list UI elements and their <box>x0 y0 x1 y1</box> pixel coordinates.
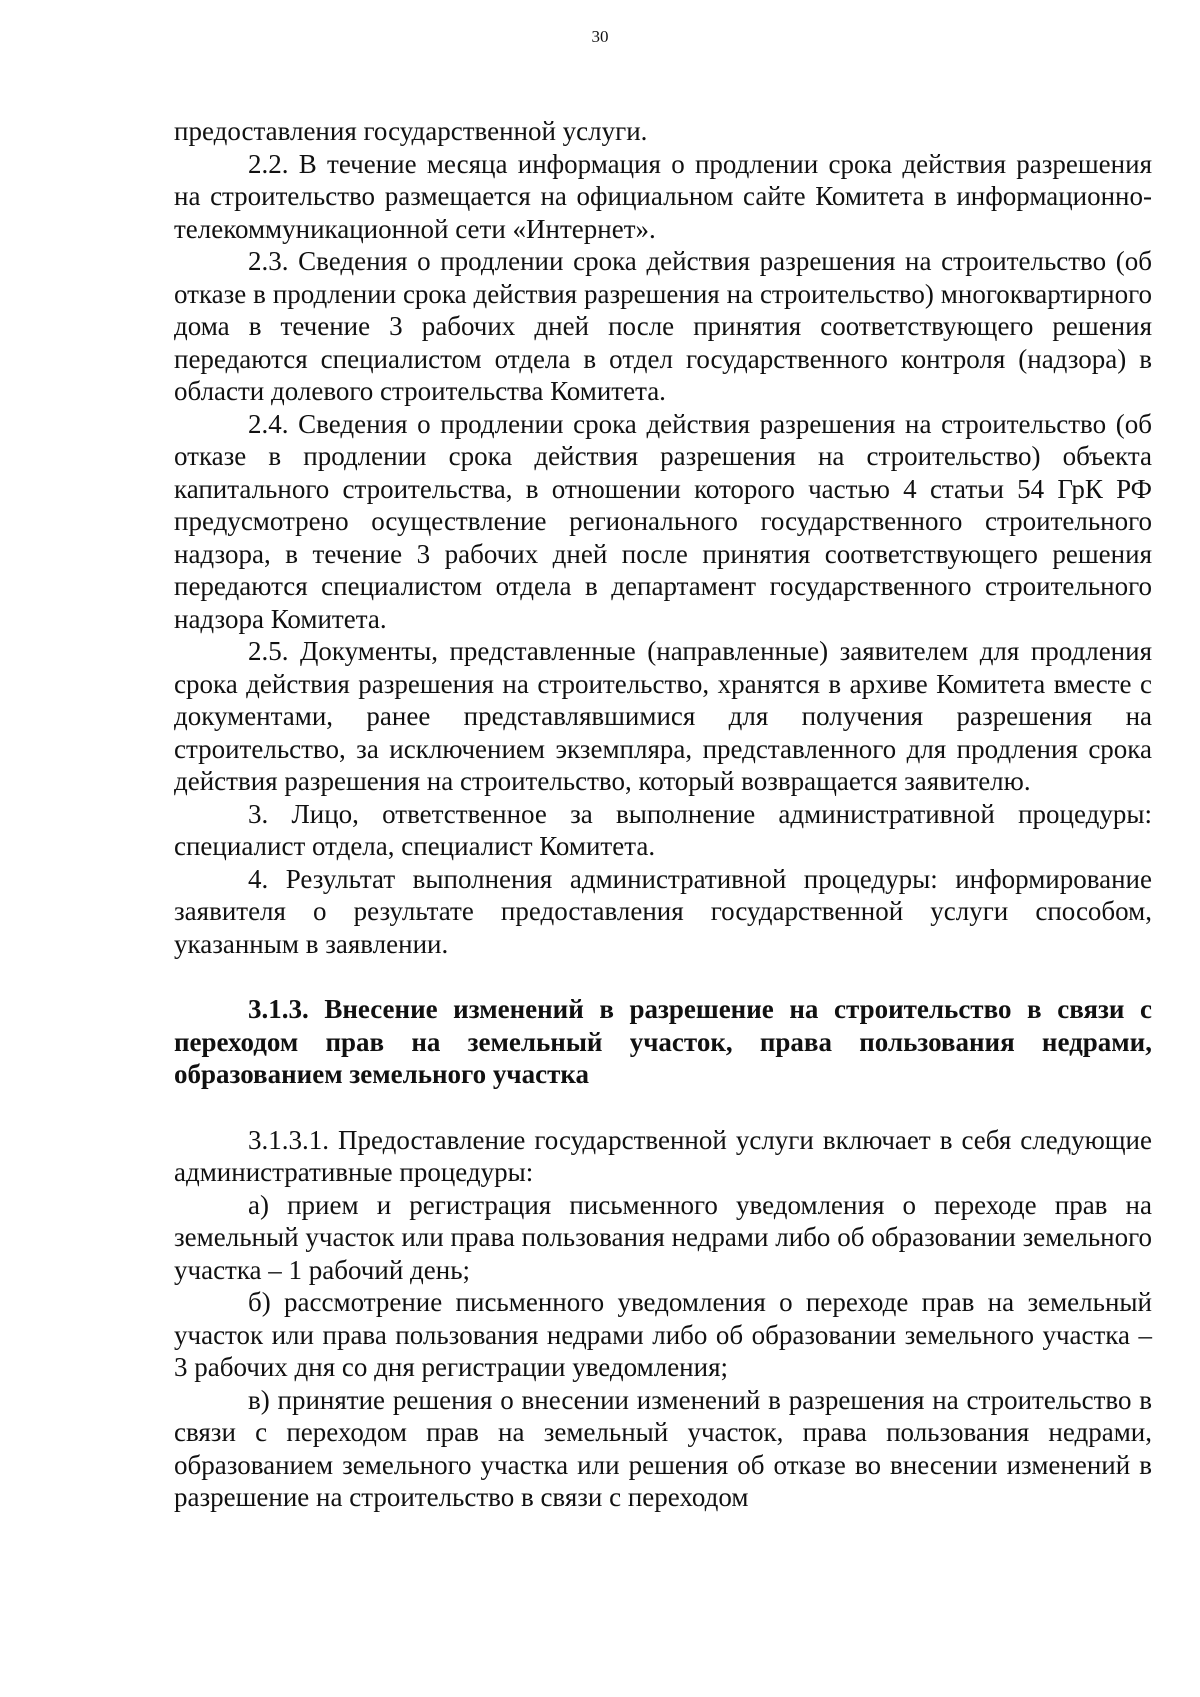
paragraph-continuation: предоставления государственной услуги. <box>174 116 648 146</box>
paragraph-3: 3. Лицо, ответственное за выполнение административной процедуры: специалист отдела, специалист Комитета. <box>174 798 1152 861</box>
list-item-c: в) принятие решения о внесении изменений в разрешения на строительство в связи с переходом прав на земельный участок, права пользования недрами, образованием земельного участка или решения об отказе во внесении изменений в разрешение на строительство в связи с переходом <box>174 1384 1152 1512</box>
document-body <box>174 115 1152 1514</box>
paragraph-3-1-3-1: 3.1.3.1. Предоставление государственной услуги включает в себя следующие административные процедуры: <box>174 1124 1152 1187</box>
page-number: 30 <box>591 27 609 46</box>
list-item-a: а) прием и регистрация письменного уведомления о переходе прав на земельный участок или права пользования недрами либо об образовании земельного участка – 1 рабочий день; <box>174 1189 1152 1285</box>
paragraph-4: 4. Результат выполнения административной процедуры: информирование заявителя о результате предоставления государственной услуги способом, указанным в заявлении. <box>174 863 1152 959</box>
paragraph-2-2: 2.2. В течение месяца информация о продлении срока действия разрешения на строительство размещается на официальном сайте Комитета в информационно-телекоммуникационной сети «Интернет». <box>174 148 1152 244</box>
list-item-b: б) рассмотрение письменного уведомления о переходе прав на земельный участок или права пользования недрами либо об образовании земельного участка – 3 рабочих дня со дня регистрации уведомления; <box>174 1287 1152 1382</box>
section-heading-3-1-3: 3.1.3. Внесение изменений в разрешение на строительство в связи с переходом прав на земельный участок, права пользования недрами, образованием земельного участка <box>174 994 1152 1089</box>
paragraph-2-5: 2.5. Документы, представленные (направленные) заявителем для продления срока действия разрешения на строительство, хранятся в архиве Комитета вместе с документами, ранее представлявшимися для получения разрешения на строительство, за исключением экземпляра, представленного для продления срока действия разрешения на строительство, который возвращается заявителю. <box>174 636 1152 796</box>
paragraph-2-3: 2.3. Сведения о продлении срока действия разрешения на строительство (об отказе в продлении срока действия разрешения на строительство) многоквартирного дома в течение 3 рабочих дней после принятия соответствующего решения передаются специалистом отдела в отдел государственного контроля (надзора) в области долевого строительства Комитета. <box>174 246 1152 406</box>
paragraph-2-4: 2.4. Сведения о продлении срока действия разрешения на строительство (об отказе в продлении срока действия разрешения на строительство) объекта капитального строительства, в отношении которого частью 4 статьи 54 ГрК РФ предусмотрено осуществление регионального государственного строительного надзора, в течение 3 рабочих дней после принятия соответствующего решения передаются специалистом отдела в департамент государственного строительного надзора Комитета. <box>174 408 1152 634</box>
